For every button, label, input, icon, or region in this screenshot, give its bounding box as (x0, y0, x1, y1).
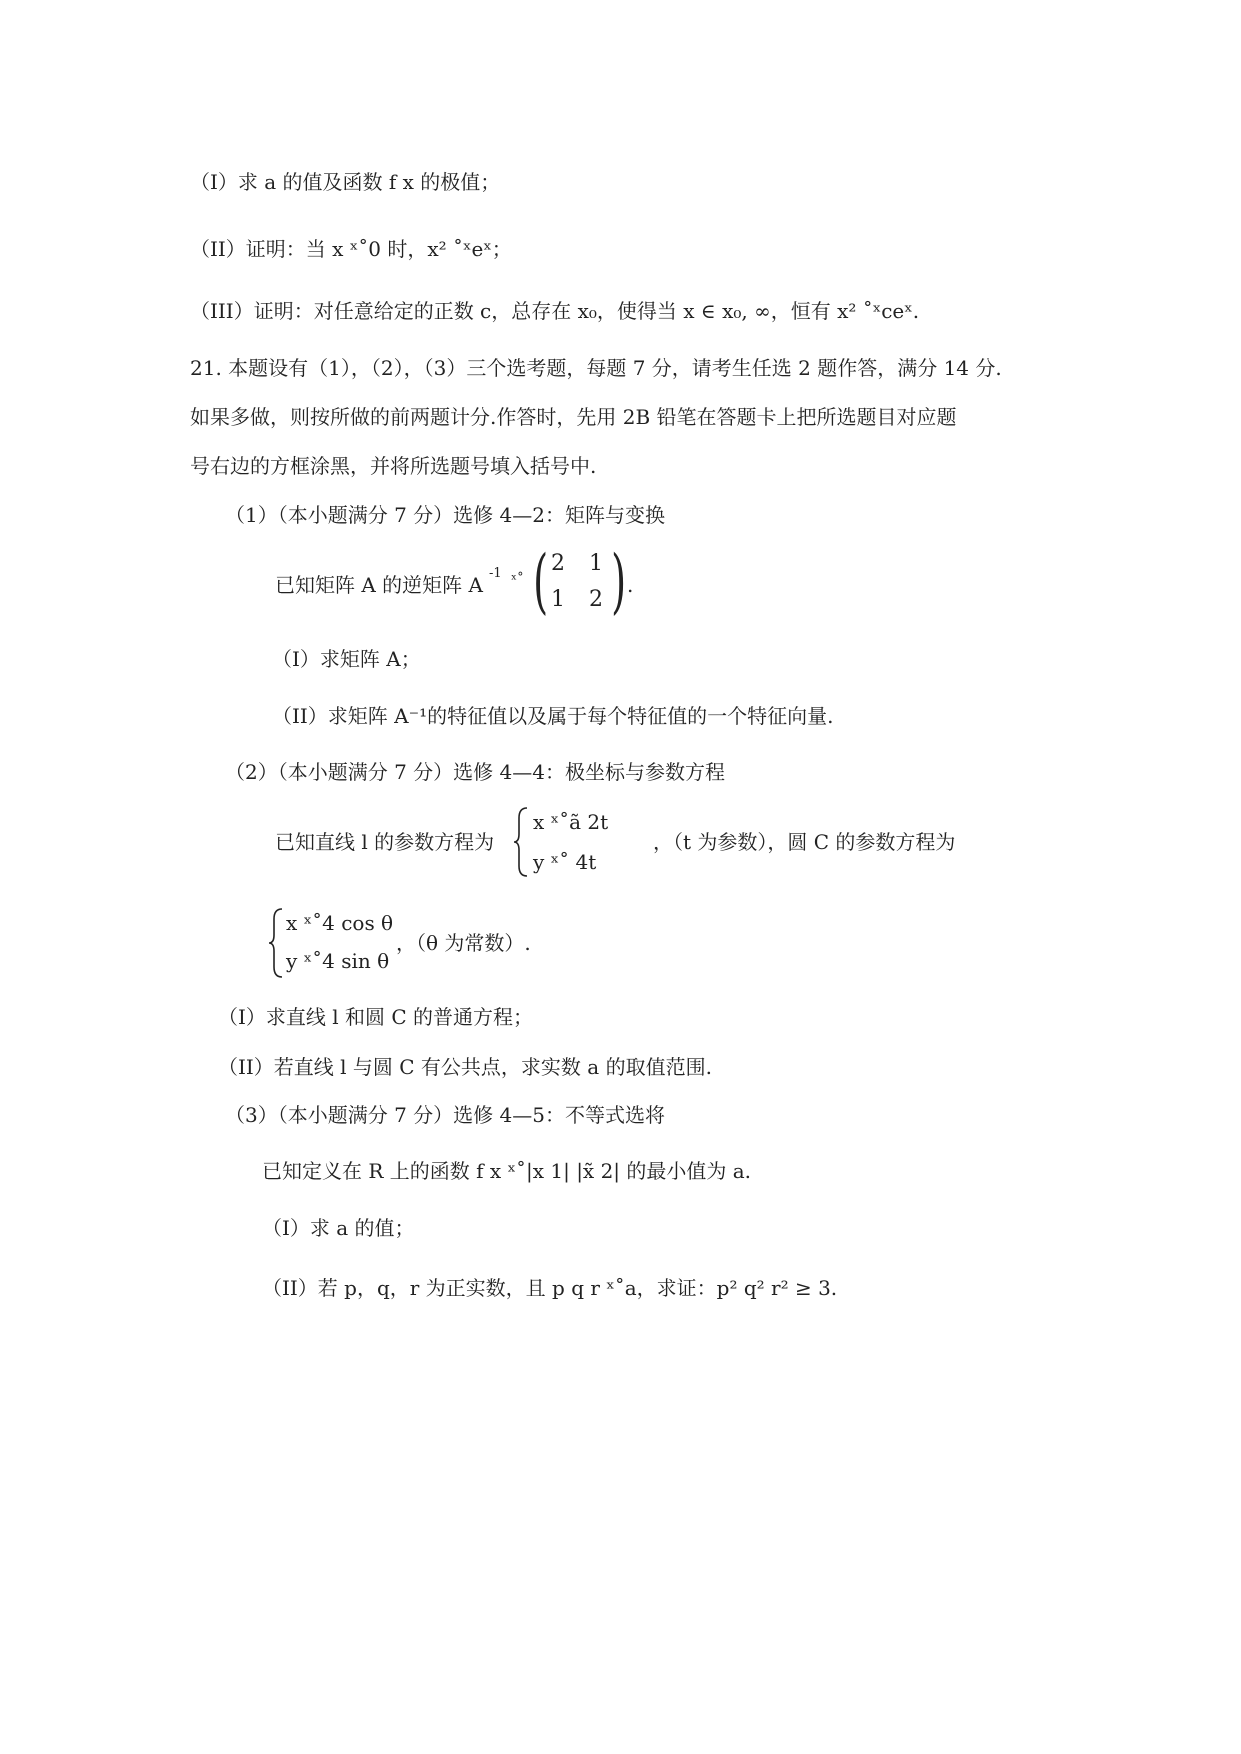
q1-statement (275, 540, 775, 622)
q1-statement-prefix: 已知矩阵 A 的逆矩阵 A (275, 573, 483, 597)
matrix-cell-21: 1 (551, 587, 565, 612)
q2-line-eq2: y ˣ˚ 4t (533, 850, 597, 874)
q2-circle-eq2: y ˣ˚4 sin θ (286, 949, 390, 973)
q2-line-prefix: 已知直线 l 的参数方程为 (275, 830, 495, 854)
p20-part3: （III）证明：对任意给定的正数 c，总存在 x₀，使得当 x ∈ x₀, ∞，恒有 x² ˚ˣceˣ. (190, 299, 920, 323)
q2-line-brace (513, 806, 529, 878)
p21-intro-line1: 21. 本题设有（1），（2），（3）三个选考题，每题 7 分，请考生任选 2 题作答，满分 14 分. (190, 356, 1002, 380)
matrix-cell-11: 2 (551, 551, 565, 576)
matrix-cell-12: 1 (589, 551, 603, 576)
p20-part1: （I）求 a 的值及函数 f x 的极值； (190, 170, 501, 194)
matrix-left-paren: ( (533, 540, 549, 622)
q2-circle-brace (268, 907, 284, 979)
q2-line-eq1: x ˣ˚ã 2t (533, 810, 609, 834)
q2-part1: （I）求直线 l 和圆 C 的普通方程； (218, 1005, 534, 1029)
q2-line-suffix: ，（t 为参数），圆 C 的参数方程为 (653, 830, 956, 854)
q3-statement: 已知定义在 R 上的函数 f x ˣ˚|x 1| |x̃ 2| 的最小值为 a. (262, 1159, 752, 1183)
q2-circle-system (268, 903, 668, 983)
q1-part1: （I）求矩阵 A； (272, 647, 421, 671)
matrix-cell-22: 2 (589, 587, 603, 612)
p20-part2: （II）证明：当 x ˣ˚0 时，x² ˚ˣeˣ； (190, 237, 512, 261)
q1-header: （1）（本小题满分 7 分）选修 4—2：矩阵与变换 (225, 503, 665, 527)
q1-statement-sup: -1 (489, 566, 502, 581)
q2-circle-suffix: ，（θ 为常数）. (396, 931, 531, 955)
matrix-right-paren: ) (611, 540, 627, 622)
q1-statement-suffix: . (627, 573, 634, 597)
q3-header: （3）（本小题满分 7 分）选修 4—5：不等式选将 (225, 1103, 665, 1127)
q1-statement-eq: ˣ˚ (511, 572, 524, 588)
q2-header: （2）（本小题满分 7 分）选修 4—4：极坐标与参数方程 (225, 760, 725, 784)
p21-intro-line2: 如果多做，则按所做的前两题计分.作答时，先用 2B 铅笔在答题卡上把所选题目对应题 (190, 405, 957, 429)
q2-line-system (275, 802, 975, 882)
q1-part2: （II）求矩阵 A⁻¹的特征值以及属于每个特征值的一个特征向量. (272, 704, 834, 728)
q3-part2: （II）若 p，q，r 为正实数，且 p q r ˣ˚a，求证：p² q² r² ≥ 3. (262, 1276, 838, 1300)
q2-circle-eq1: x ˣ˚4 cos θ (286, 911, 394, 935)
p21-intro-line3: 号右边的方框涂黑，并将所选题号填入括号中. (190, 454, 597, 478)
q3-part1: （I）求 a 的值； (262, 1216, 415, 1240)
q2-part2: （II）若直线 l 与圆 C 有公共点，求实数 a 的取值范围. (218, 1055, 712, 1079)
